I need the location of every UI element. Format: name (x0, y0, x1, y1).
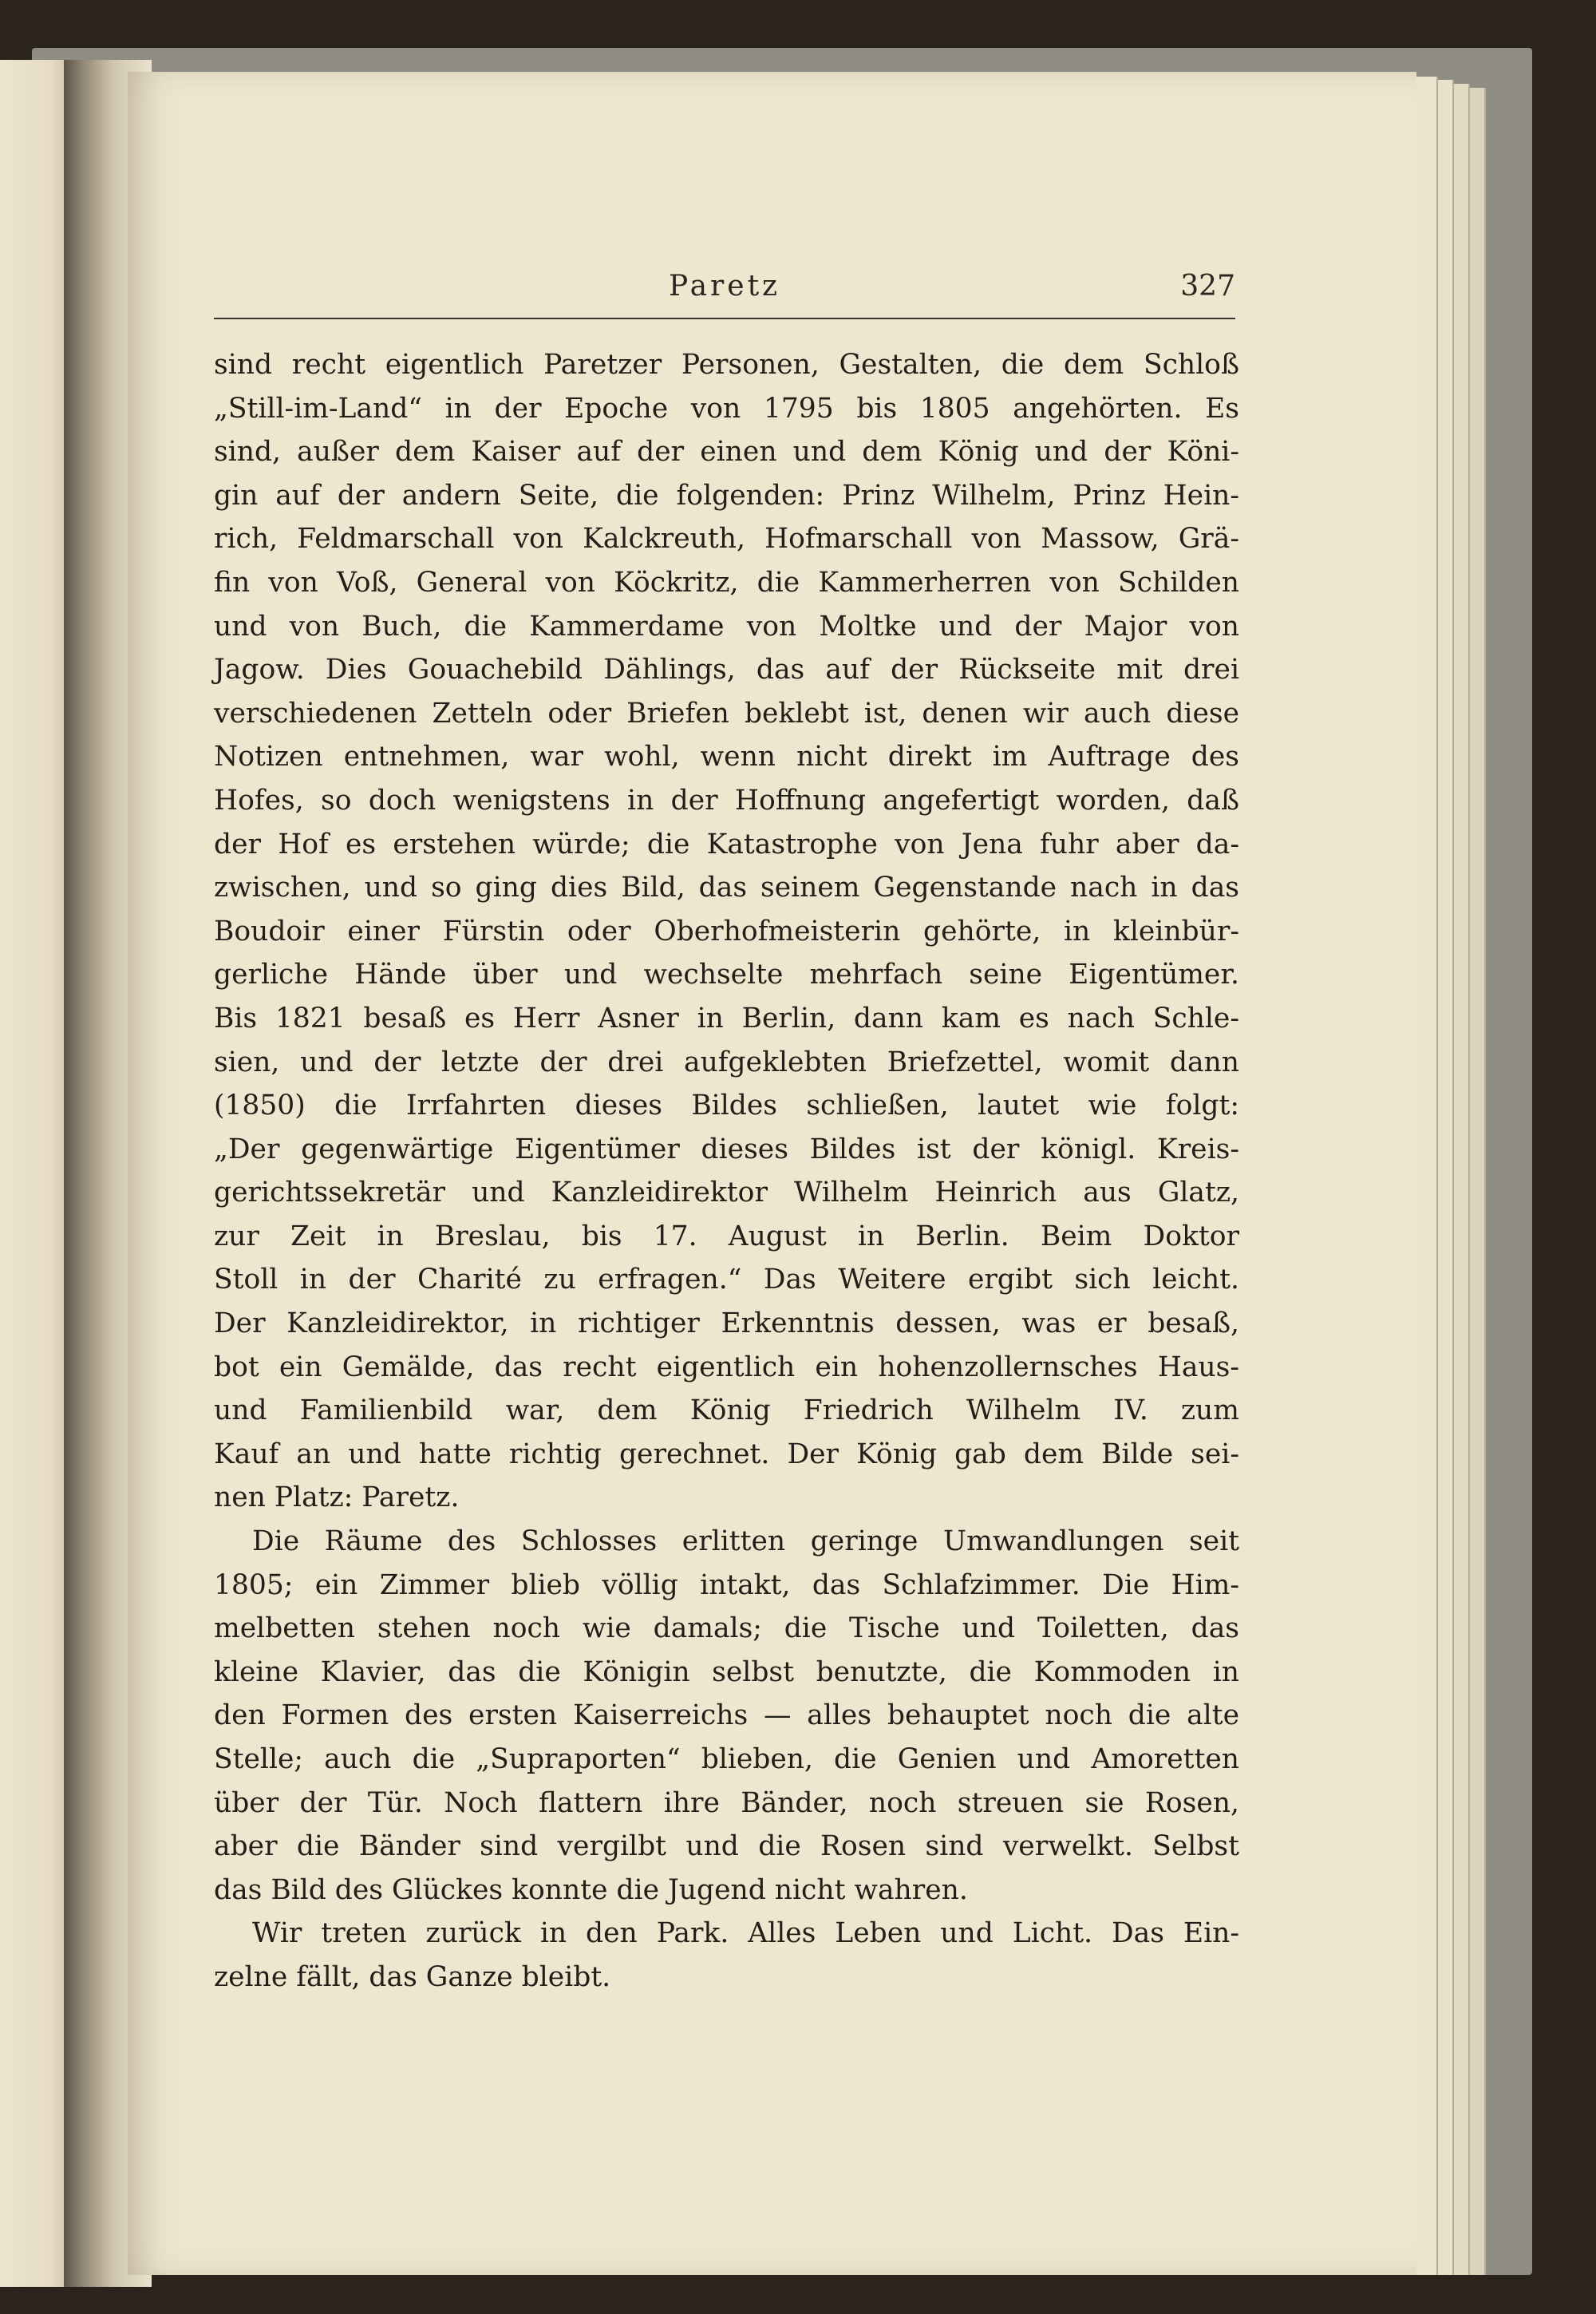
text-line: Die Räume des Schlosses erlitten geringe Umwandlungen seit (252, 1525, 1239, 1558)
text-line: Kauf an und hatte richtig gerechnet. Der König gab dem Bilde sei- (214, 1438, 1239, 1470)
text-line: Wir treten zurück in den Park. Alles Leben und Licht. Das Ein- (252, 1917, 1239, 1950)
body-text (214, 343, 1239, 2000)
text-line: 1805; ein Zimmer blieb völlig intakt, das Schlafzimmer. Die Him- (214, 1568, 1239, 1601)
text-line: aber die Bänder sind vergilbt und die Rosen sind verwelkt. Selbst (214, 1830, 1239, 1863)
text-line: melbetten stehen noch wie damals; die Tische und Toiletten, das (214, 1612, 1239, 1645)
text-line: und Familienbild war, dem König Friedrich Wilhelm IV. zum (214, 1394, 1239, 1427)
text-line: „Der gegenwärtige Eigentümer dieses Bildes ist der königl. Kreis- (214, 1133, 1239, 1165)
text-line: das Bild des Glückes konnte die Jugend nicht wahren. (214, 1873, 968, 1906)
left-page (0, 60, 73, 2287)
text-line: fin von Voß, General von Köckritz, die Kammerherren von Schilden (214, 566, 1239, 599)
text-line: den Formen des ersten Kaiserreichs — alles behauptet noch die alte (214, 1699, 1239, 1732)
text-line: gerliche Hände über und wechselte mehrfach seine Eigentümer. (214, 959, 1239, 991)
text-line: und von Buch, die Kammerdame von Moltke und der Major von (214, 610, 1239, 643)
text-line: Der Kanzleidirektor, in richtiger Erkenntnis dessen, was er besaß, (214, 1307, 1239, 1340)
text-line: „Still-im-Land“ in der Epoche von 1795 bis 1805 angehörten. Es (214, 392, 1239, 425)
text-line: rich, Feldmarschall von Kalckreuth, Hofmarschall von Massow, Grä- (214, 523, 1239, 556)
running-head (214, 270, 1235, 319)
text-line: bot ein Gemälde, das recht eigentlich ein hohenzollernsches Haus- (214, 1351, 1239, 1383)
text-line: sind recht eigentlich Paretzer Personen, Gestalten, die dem Schloß (214, 349, 1239, 381)
text-line: gin auf der andern Seite, die folgenden: Prinz Wilhelm, Prinz Hein- (214, 479, 1239, 512)
text-line: über der Tür. Noch flattern ihre Bänder, noch streuen sie Rosen, (214, 1786, 1239, 1819)
text-line: Boudoir einer Fürstin oder Oberhofmeisterin gehörte, in kleinbür- (214, 915, 1239, 947)
text-line: zur Zeit in Breslau, bis 17. August in Berlin. Beim Doktor (214, 1220, 1239, 1252)
text-line: Stelle; auch die „Supraporten“ blieben, die Genien und Amoretten (214, 1743, 1239, 1775)
page-number: 327 (1180, 270, 1235, 303)
text-line: (1850) die Irrfahrten dieses Bildes schließen, lautet wie folgt: (214, 1090, 1239, 1122)
text-line: kleine Klavier, das die Königin selbst benutzte, die Kommoden in (214, 1655, 1239, 1688)
text-line: nen Platz: Paretz. (214, 1481, 460, 1514)
right-page (128, 72, 1416, 2275)
text-line: Bis 1821 besaß es Herr Asner in Berlin, dann kam es nach Schle- (214, 1002, 1239, 1034)
text-line: Hofes, so doch wenigstens in der Hoffnung angefertigt worden, daß (214, 784, 1239, 817)
text-line: verschiedenen Zetteln oder Briefen beklebt ist, denen wir auch diese (214, 697, 1239, 730)
running-title: Paretz (668, 270, 780, 303)
text-line: der Hof es erstehen würde; die Katastrophe von Jena fuhr aber da- (214, 828, 1239, 860)
text-line: gerichtssekretär und Kanzleidirektor Wilhelm Heinrich aus Glatz, (214, 1177, 1239, 1209)
text-line: sien, und der letzte der drei aufgeklebten Briefzettel, womit dann (214, 1046, 1239, 1078)
text-line: Stoll in der Charité zu erfragen.“ Das Weitere ergibt sich leicht. (214, 1264, 1239, 1296)
text-line: Jagow. Dies Gouachebild Dählings, das auf der Rückseite mit drei (214, 654, 1239, 686)
text-line: zelne fällt, das Ganze bleibt. (214, 1960, 611, 1993)
text-line: Notizen entnehmen, war wohl, wenn nicht direkt im Auftrage des (214, 741, 1239, 773)
text-line: sind, außer dem Kaiser auf der einen und dem König und der Köni- (214, 436, 1239, 469)
text-line: zwischen, und so ging dies Bild, das seinem Gegenstande nach in das (214, 872, 1239, 904)
